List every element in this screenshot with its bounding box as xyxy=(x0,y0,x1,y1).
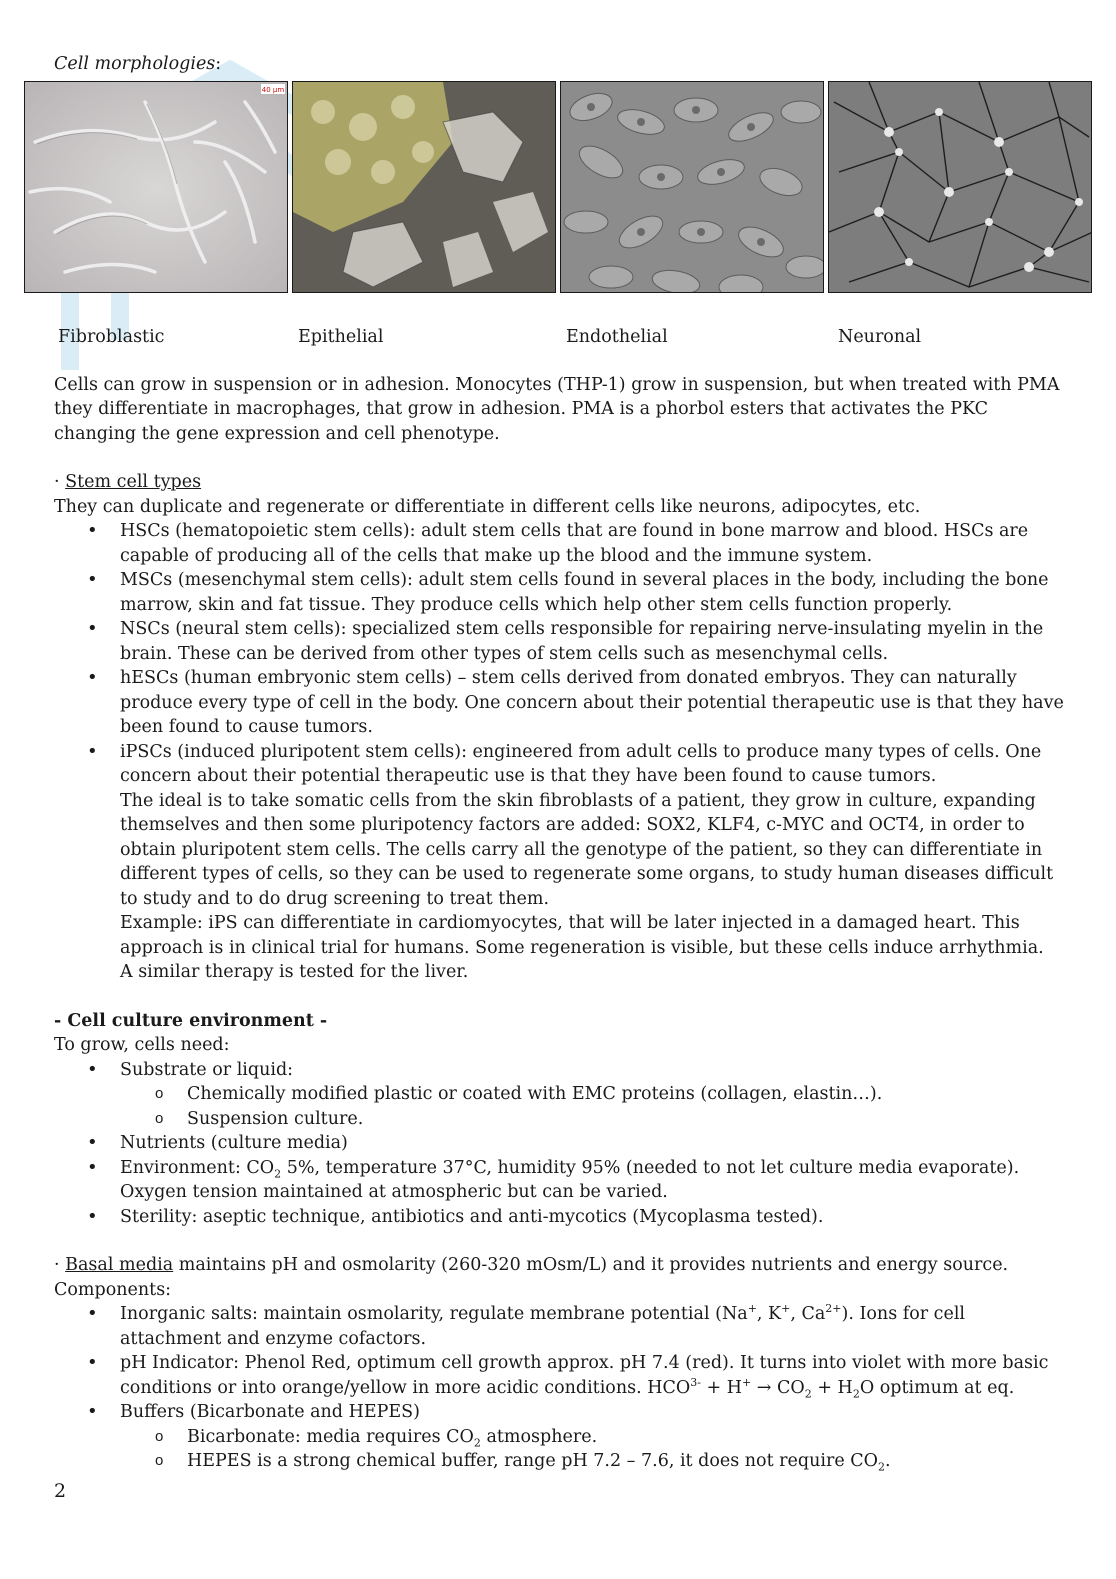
basal-list xyxy=(54,1302,1064,1474)
ipsc-example: Example: iPS can differentiate in cardiomyocytes, that will be later injected in a damaged heart. This approach is in clinical trial for humans. Some regeneration is visible, but these cells induce arrhythmia. xyxy=(120,913,1044,958)
list-item: • pH Indicator: Phenol Red, optimum cell growth approx. pH 7.4 (red). It turns into violet with more basic conditions or into orange/yellow in more acidic conditions. $HCO^{3-} + H^+ \to CO_2 + H_2O$ optimum at eq. xyxy=(54,1351,1064,1400)
list-item: • iPSCs (induced pluripotent stem cells): engineered from adult cells to produce many types of cells. One concern about their potential therapeutic use is that they have been found to cause tumors. The ideal is to take somatic cells from the skin fibroblasts of a patient, they grow in culture, expanding themselves and then some pluripotency factors are added: SOX2, KLF4, c-MYC and OCT4, in order to obtain pluripotent stem cells. The cells carry all the genotype of the patient, so they can differentiate in different types of cells, so they can be used to regenerate some organs, to study human diseases difficult to study and to do drug screening to treat them. Example: iPS can differentiate in cardiomyocytes, that will be later injected in a damaged heart. This approach is in clinical trial for humans. Some regeneration is visible, but these cells induce arrhythmia. A similar therapy is tested for the liver. xyxy=(54,740,1064,985)
page-number: 2 xyxy=(54,1480,67,1502)
list-item: • Environment: $CO_2$ 5%, temperature 37°C, humidity 95% (needed to not let culture media evaporate). Oxygen tension maintained at atmospheric but can be varied. xyxy=(54,1156,1064,1205)
env-list xyxy=(54,1058,1064,1230)
sublist-item: o Suspension culture. xyxy=(120,1107,1064,1132)
sublist-item: o HEPES is a strong chemical buffer, range pH 7.2 – 7.6, it does not require $CO_2$. xyxy=(120,1449,1064,1474)
label-neuronal: Neuronal xyxy=(838,326,922,347)
list-item: • hESCs (human embryonic stem cells) – stem cells derived from donated embryos. They can naturally produce every type of cell in the body. One concern about their potential therapeutic use is that they have been found to cause tumors. xyxy=(54,666,1064,740)
sublist-item: o Bicarbonate: media requires $CO_2$ atmosphere. xyxy=(120,1425,1064,1450)
list-item: • HSCs (hematopoietic stem cells): adult stem cells that are found in bone marrow and blood. HSCs are capable of producing all of the cells that make up the blood and the immune system. xyxy=(54,519,1064,568)
env-heading: - Cell culture environment - xyxy=(54,1010,328,1031)
image-labels xyxy=(54,325,1064,349)
stem-intro: They can duplicate and regenerate or differentiate in different cells like neurons, adipocytes, etc. xyxy=(54,496,921,517)
stem-heading: · Stem cell types xyxy=(54,472,202,492)
substrate-sublist xyxy=(120,1082,1064,1131)
list-item: • Sterility: aseptic technique, antibiotics and anti-mycotics (Mycoplasma tested). xyxy=(54,1205,1064,1230)
buffers-sublist xyxy=(120,1425,1064,1474)
ipsc-liver: A similar therapy is tested for the liver. xyxy=(120,962,469,982)
basal-components: Components: xyxy=(54,1279,172,1300)
epithelial-image xyxy=(292,81,556,293)
cell-image-row xyxy=(24,81,1092,293)
basal-heading: · Basal media maintains pH and osmolarity (260-320 mOsm/L) and it provides nutrients and energy source. xyxy=(54,1255,1009,1275)
label-fibroblastic: Fibroblastic xyxy=(58,326,165,347)
document-page xyxy=(54,52,1064,1474)
list-item: • NSCs (neural stem cells): specialized stem cells responsible for repairing nerve-insulating myelin in the brain. These can be derived from other types of stem cells such as mesenchymal cells. xyxy=(54,617,1064,666)
list-item: • Inorganic salts: maintain osmolarity, regulate membrane potential (Na+, K+, $Ca^{2+}$). Ions for cell attachment and enzyme cofactors. xyxy=(54,1302,1064,1351)
intro-paragraph: Cells can grow in suspension or in adhesion. Monocytes (THP-1) grow in suspension, but when treated with PMA they differentiate in macrophages, that grow in adhesion. PMA is a phorbol esters that activates the PKC changing the gene expression and cell phenotype. xyxy=(54,374,1060,444)
env-intro: To grow, cells need: xyxy=(54,1035,230,1055)
neuronal-image xyxy=(828,81,1092,293)
list-item: • Substrate or liquid: o Chemically modified plastic or coated with EMC proteins (collagen, elastin…). o Suspension culture. xyxy=(54,1058,1064,1132)
list-item: • MSCs (mesenchymal stem cells): adult stem cells found in several places in the body, including the bone marrow, skin and fat tissue. They produce cells which help other stem cells function properly. xyxy=(54,568,1064,617)
label-epithelial: Epithelial xyxy=(298,326,384,347)
endothelial-image xyxy=(560,81,824,293)
label-endothelial: Endothelial xyxy=(566,326,668,347)
list-item: • Nutrients (culture media) xyxy=(54,1131,1064,1156)
ipsc-detail: The ideal is to take somatic cells from the skin fibroblasts of a patient, they grow in culture, expanding themselves and then some pluripotency factors are added: SOX2, KLF4, c-MYC and OCT4, in order to obtain pluripotent stem cells. The cells carry all the genotype of the patient, so they can differentiate in different types of cells, so they can be used to regenerate some organs, to study human diseases difficult to study and to do drug screening to treat them. xyxy=(120,790,1054,909)
stem-list xyxy=(54,519,1064,985)
sublist-item: o Chemically modified plastic or coated with EMC proteins (collagen, elastin…). xyxy=(120,1082,1064,1107)
list-item: • Buffers (Bicarbonate and HEPES) o Bicarbonate: media requires $CO_2$ atmosphere. o HEPES is a strong chemical buffer, range pH 7.2 – 7.6, it does not require $CO_2$. xyxy=(54,1400,1064,1474)
fibroblastic-image xyxy=(24,81,288,293)
scale-stamp: 40 μm xyxy=(261,85,285,94)
figure-caption: Cell morphologies: xyxy=(54,54,222,74)
